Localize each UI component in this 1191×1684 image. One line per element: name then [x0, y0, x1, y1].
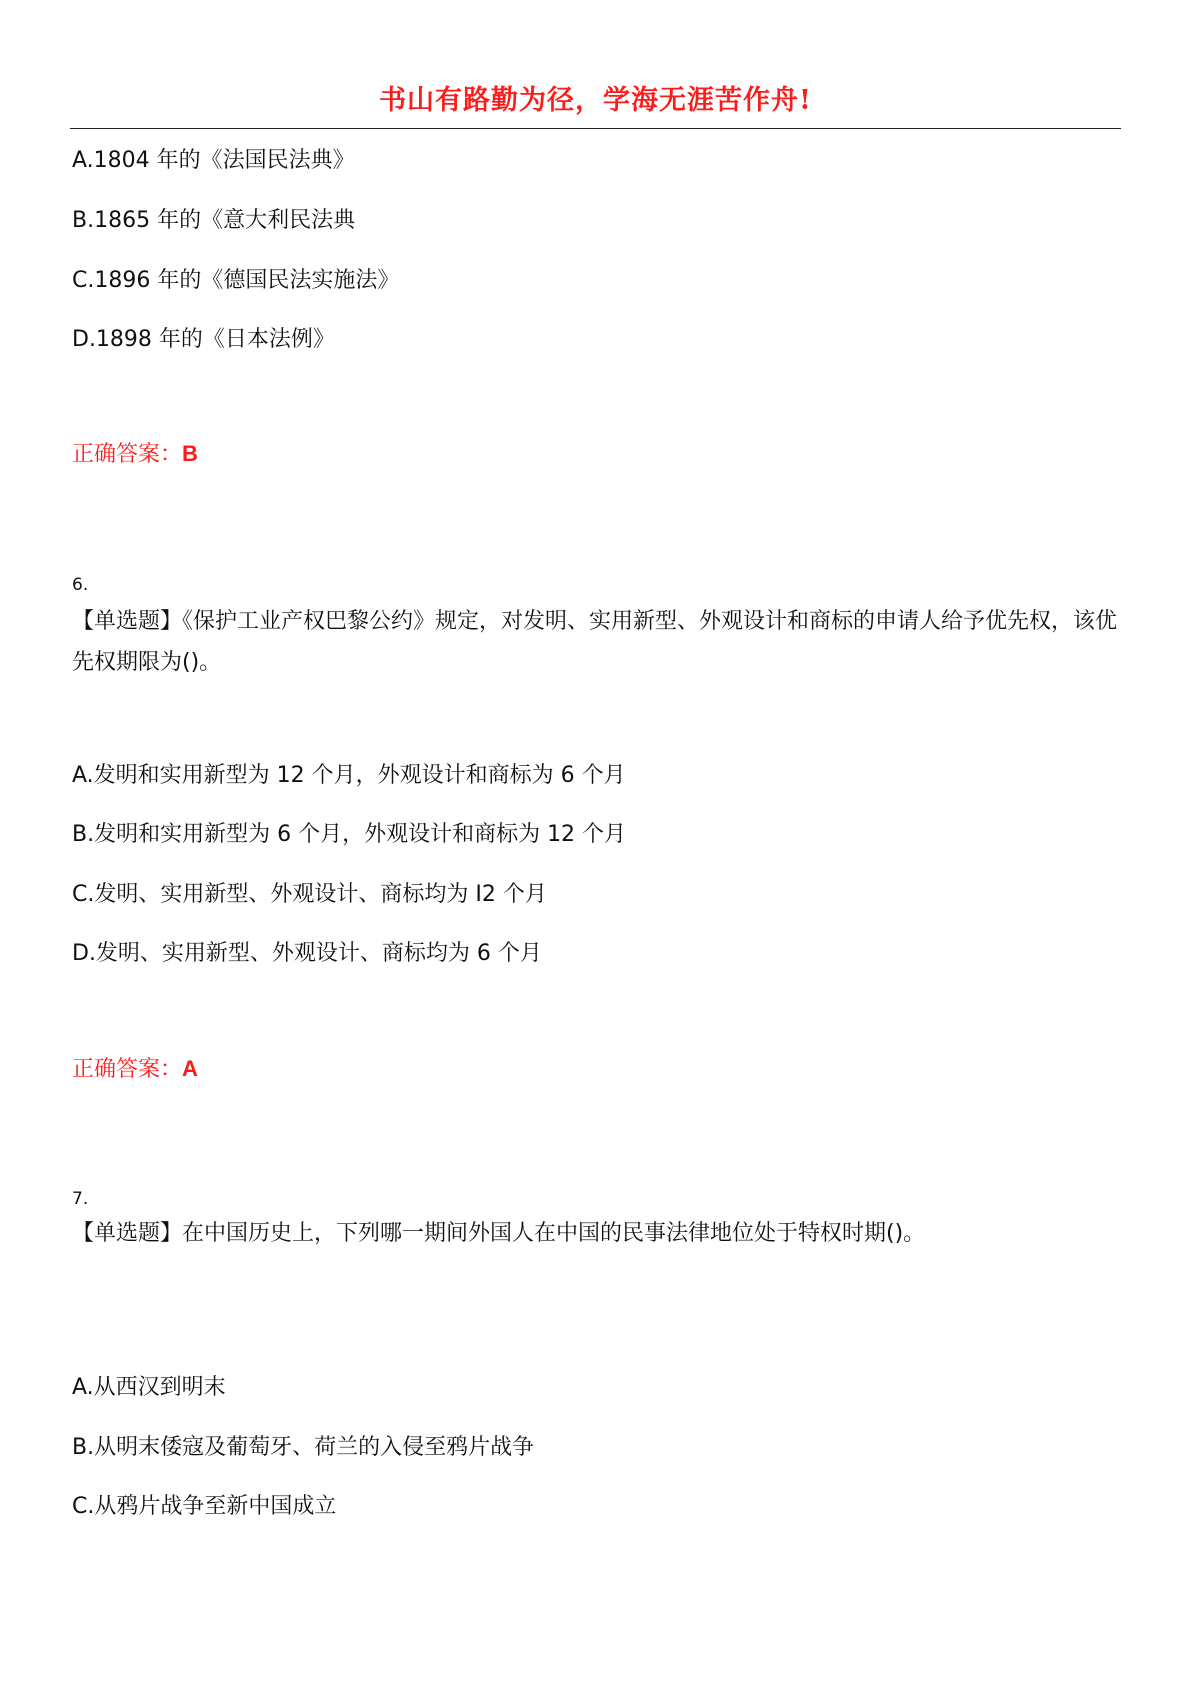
- q6-option-c: C.发明、实用新型、外观设计、商标均为 I2 个月: [72, 882, 547, 907]
- q5-answer: [72, 439, 198, 470]
- q5-option-b: B.1865 年的《意大利民法典: [72, 208, 356, 233]
- q7-number: 7.: [72, 1189, 89, 1209]
- q7-option-a: A.从西汉到明末: [72, 1375, 226, 1400]
- answer-value: A: [182, 1056, 198, 1081]
- answer-label: 正确答案：: [72, 442, 183, 467]
- q5-option-c: C.1896 年的《德国民法实施法》: [72, 268, 400, 293]
- q6-option-d: D.发明、实用新型、外观设计、商标均为 6 个月: [72, 941, 542, 966]
- q7-stem: 【单选题】在中国历史上，下列哪一期间外国人在中国的民事法律地位处于特权时期()。: [72, 1221, 926, 1246]
- q7-option-b: B.从明末倭寇及葡萄牙、荷兰的入侵至鸦片战争: [72, 1435, 535, 1460]
- header-divider: [70, 128, 1121, 129]
- q7-option-c: C.从鸦片战争至新中国成立: [72, 1494, 337, 1519]
- q6-option-a: A.发明和实用新型为 12 个月，外观设计和商标为 6 个月: [72, 763, 626, 788]
- q6-stem: 【单选题】《保护工业产权巴黎公约》规定，对发明、实用新型、外观设计和商标的申请人给予优先权，该优先权期限为()。: [72, 609, 1118, 675]
- answer-value: B: [182, 441, 198, 466]
- q6-option-b: B.发明和实用新型为 6 个月，外观设计和商标为 12 个月: [72, 822, 627, 847]
- answer-label: 正确答案：: [72, 1057, 183, 1082]
- q6-answer: [72, 1054, 198, 1085]
- q6-number: 6.: [72, 575, 89, 595]
- page-header-title: 书山有路勤为径，学海无涯苦作舟!: [379, 85, 812, 116]
- q5-option-d: D.1898 年的《日本法例》: [72, 327, 335, 352]
- q5-option-a: A.1804 年的《法国民法典》: [72, 148, 355, 173]
